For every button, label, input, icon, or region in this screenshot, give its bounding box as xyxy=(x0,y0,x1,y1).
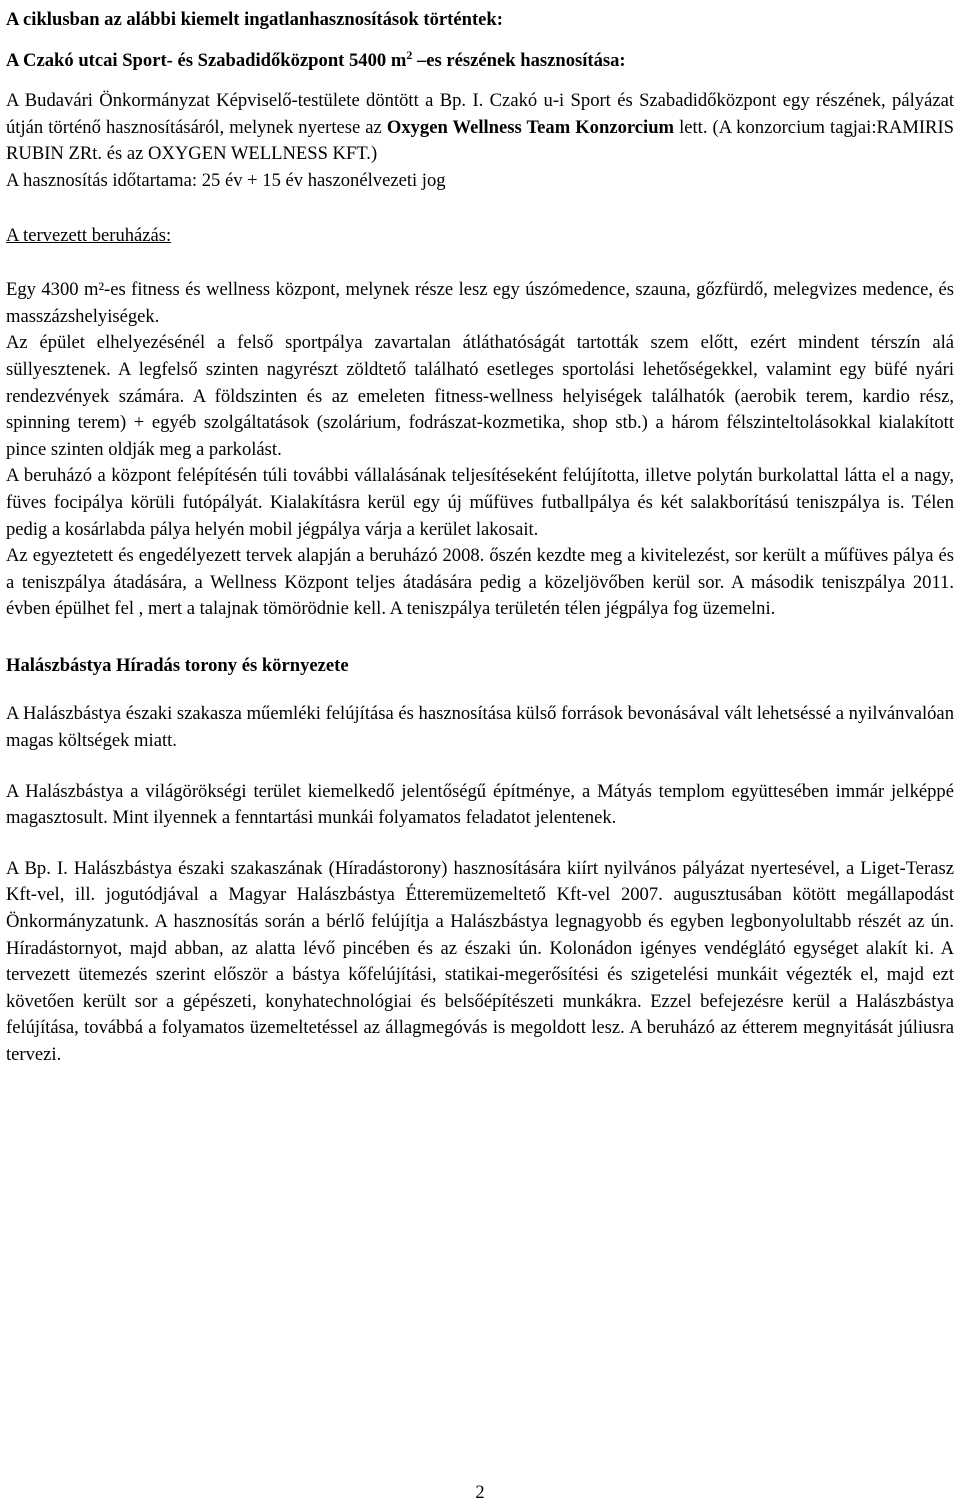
czako-intro xyxy=(6,88,954,168)
czako-title xyxy=(6,48,954,75)
czako-title-superscript: 2 xyxy=(406,47,413,62)
halaszbastya-p1: A Halászbástya északi szakasza műemléki felújítása és hasznosítása külső források bevonásával vált lehetséssé a nyilvánvalóan magas költségek miatt. xyxy=(6,703,954,752)
section-heading: A ciklusban az alábbi kiemelt ingatlanhasznosítások történtek: xyxy=(6,9,503,30)
czako-body-1: Egy 4300 m²-es fitness és wellness központ, melynek része lesz egy úszómedence, szauna, gőzfürdő, melegvizes medence, és masszázshelyiségek. xyxy=(6,279,954,327)
czako-planned-heading-text: A tervezett beruházás: xyxy=(6,224,172,246)
halaszbastya-p3: A Bp. I. Halászbástya északi szakaszának (Híradástorony) hasznosítására kiírt nyilvános pályázat nyertesével, a Liget-Terasz Kft-vel, ill. jogutódjával a Magyar Halászbástya Étteremüzemeltető Kft-vel 2007. augusztusában kötött megállapodást Önkormányzatunk. A hasznosítás során a bérlő felújítja a Halászbástya legnagyobb és egyben legbonyolultabb részét az ún. Híradástornyot, majd abban, az alatta lévő pincében és az északi ún. Kolonádon igényes vendéglátó egységet alakít ki. A tervezett ütemezés szerint először a bástya kőfelújítási, statikai-megerősítési és szigetelési munkáit végezték el, majd ezt követően került sor a gépészeti, konyhatechnológiai és belsőépítészeti munkákra. Ezzel befejezésre kerül a Halászbástya felújítása, továbbá a folyamatos üzemeltetéssel az állagmegóvás is megoldott lesz. A beruházó az étterem megnyitását júliusra tervezi. xyxy=(6,857,954,1065)
halaszbastya-title: Halászbástya Híradás torony és környezete xyxy=(6,654,349,676)
czako-winner: Oxygen Wellness Team Konzorcium xyxy=(386,116,675,138)
czako-body-2: Az épület elhelyezésénél a felső sportpálya zavartalan átláthatóságát tartották szem előtt, ezért mindent térszín alá süllyesztenek. A legfelső szinten nagyrészt zöldtető található esetleges sportolási lehetőségekkel, valamint egy büfé nyári rendezvények számára. A földszinten és az emeleten fitness-wellness helyiségek találhatók (aerobik terem, kardio rész, spinning terem) + egyéb szolgáltatások (szolárium, fodrászat-kozmetika, shop stb.) a három félszinteltolásokkal kialakított pince szinten oldják meg a parkolást. xyxy=(6,332,954,460)
czako-title-text: A Czakó utcai Sport- és Szabadidőközpont 5400 m xyxy=(6,49,407,71)
czako-body-4: Az egyeztetett és engedélyezett tervek alapján a beruházó 2008. őszén kezdte meg a kivitelezést, sor került a műfüves pálya és a teniszpálya átadására, a Wellness Központ teljes átadására pedig a közeljövőben kerül sor. A második teniszpálya 2011. évben épülhet fel , mert a talajnak tömörödnie kell. A teniszpálya területén télen jégpálya fog üzemelni. xyxy=(6,545,954,620)
halaszbastya-p2: A Halászbástya a világörökségi terület kiemelkedő jelentőségű építménye, a Mátyás templom együttesében immár jelképpé magasztosult. Mint ilyennek a fenntartási munkái folyamatos feladatot jelentenek. xyxy=(6,780,954,829)
czako-intro-text: A Budavári Önkormányzat Képviselő-testülete döntött a Bp. I. Czakó u-i Sport és Szabadidőközpont egy részének, pályázat útján történő hasznosításáról, melynek nyertese az xyxy=(6,90,954,138)
czako-intro-continued: lett. (A konzorcium tagjai:RAMIRIS RUBIN ZRt. és az OXYGEN WELLNESS KFT.) xyxy=(6,116,954,165)
czako-planned-heading xyxy=(6,223,954,250)
czako-title-suffix: –es részének hasznosítása: xyxy=(412,49,626,71)
czako-duration: A hasznosítás időtartama: 25 év + 15 év haszonélvezeti jog xyxy=(6,169,446,191)
page-number: 2 xyxy=(475,1482,485,1503)
document-page xyxy=(6,0,954,1069)
czako-body-3: A beruházó a központ felépítésén túli további vállalásának teljesítéseként felújította, illetve polytán burkolattal látta el a nagy, füves focipálya körüli futópályát. Kialakításra kerül egy új műfüves futballpálya és két salakborítású teniszpálya is. Télen pedig a kosárlabda pálya helyén mobil jégpálya várja a kerület lakosait. xyxy=(6,465,954,540)
